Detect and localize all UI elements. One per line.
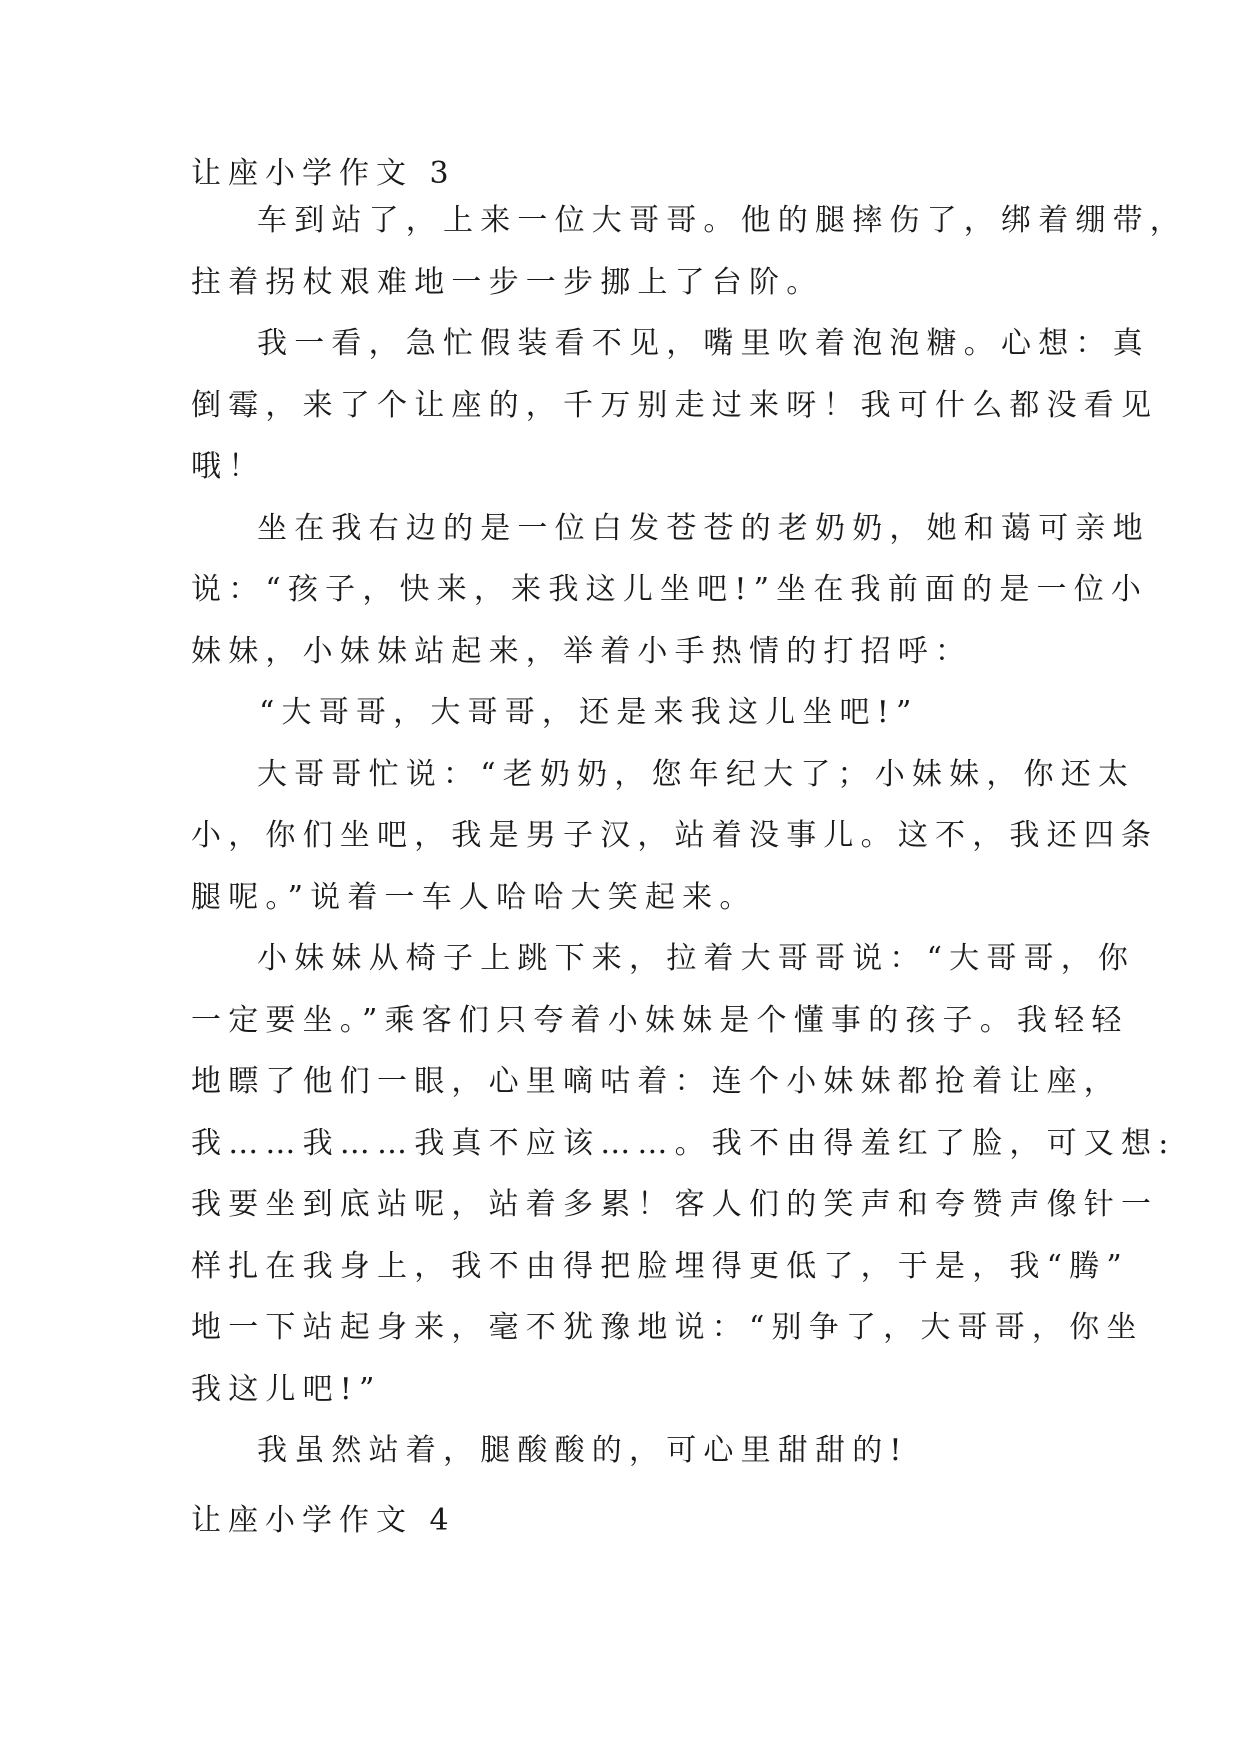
paragraph-line: 哦！ [191, 449, 266, 484]
paragraph-line: 倒霉，来了个让座的，千万别走过来呀！我可什么都没看见 [191, 387, 1159, 423]
paragraph-line: 拄着拐杖艰难地一步一步挪上了台阶。 [191, 264, 824, 300]
paragraph-line: 小妹妹从椅子上跳下来，拉着大哥哥说：“大哥哥，你 [257, 941, 1136, 976]
paragraph-line: 我这儿吧!” [191, 1371, 382, 1407]
paragraph-line: 一定要坐。”乘客们只夸着小妹妹是个懂事的孩子。我轻轻 [191, 1002, 1129, 1038]
paragraph-line: 我一看，急忙假装看不见，嘴里吹着泡泡糖。心想：真 [257, 326, 1150, 361]
paragraph-line: 地一下站起身来，毫不犹豫地说：“别争了，大哥哥，你坐 [191, 1310, 1144, 1345]
paragraph-line: 我……我……我真不应该……。我不由得羞红了脸，可又想: [191, 1125, 1176, 1161]
section-title: 让座小学作文 4 [191, 1503, 456, 1538]
paragraph-line: 妹妹，小妹妹站起来，举着小手热情的打招呼： [191, 633, 973, 669]
paragraph-line: 车到站了，上来一位大哥哥。他的腿摔伤了，绑着绷带， [257, 203, 1187, 238]
paragraph-line: 我要坐到底站呢，站着多累！客人们的笑声和夸赞声像针一 [191, 1187, 1159, 1222]
paragraph-line: 小，你们坐吧，我是男子汉，站着没事儿。这不，我还四条 [191, 818, 1159, 853]
paragraph-line: 样扎在我身上，我不由得把脸埋得更低了，于是，我“腾” [191, 1248, 1129, 1284]
paragraph-line: 说：“孩子，快来，来我这儿坐吧!”坐在我前面的是一位小 [191, 572, 1149, 607]
paragraph-line: 地瞟了他们一眼，心里嘀咕着：连个小妹妹都抢着让座， [191, 1064, 1121, 1099]
paragraph-line: 腿呢。”说着一车人哈哈大笑起来。 [191, 879, 757, 915]
paragraph-line: “大哥哥，大哥哥，还是来我这儿坐吧!” [259, 695, 919, 730]
essay-body [191, 190, 1187, 1482]
paragraph-line: 大哥哥忙说：“老奶奶，您年纪大了；小妹妹，你还太 [257, 756, 1136, 792]
section-title: 让座小学作文 3 [191, 156, 456, 191]
paragraph-line: 我虽然站着，腿酸酸的，可心里甜甜的! [257, 1433, 909, 1468]
paragraph-line: 坐在我右边的是一位白发苍苍的老奶奶，她和蔼可亲地 [257, 510, 1150, 546]
